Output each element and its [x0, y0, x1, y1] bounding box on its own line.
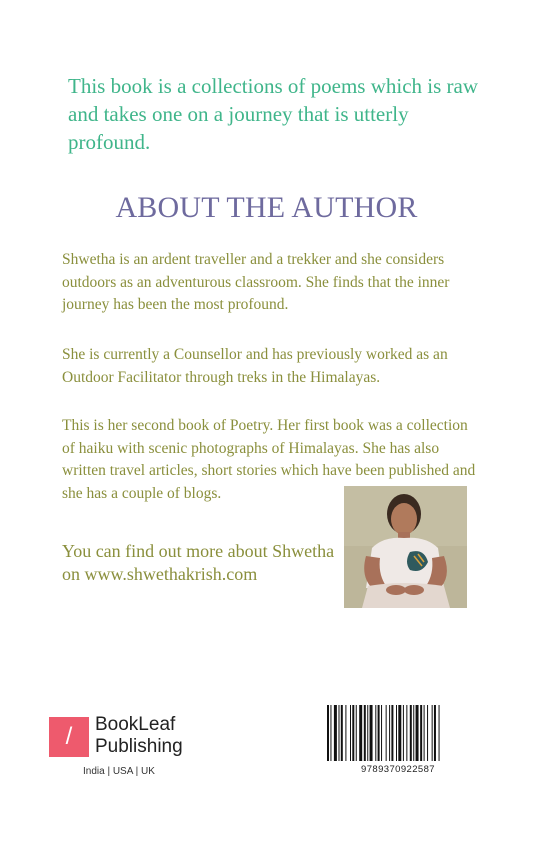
barcode-bar: [427, 705, 428, 761]
barcode-bar: [378, 705, 380, 761]
author-bio-paragraph-3: This is her second book of Poetry. Her first book was a collection of haiku with scenic photographs of Himalayas. She has also written travel articles, short stories which have been published and she has a couple of blogs.: [62, 417, 476, 502]
author-bio-paragraph-1: Shwetha is an ardent traveller and a trekker and she considers outdoors as an adventurous classroom. She finds that the inner journey has been the most profound.: [62, 251, 450, 313]
author-website-note: You can find out more about Shwetha on www.shwethakrish.com: [62, 541, 335, 584]
logo-mark: /: [65, 723, 73, 750]
isbn-number: 9789370922587: [361, 764, 435, 775]
barcode-bar: [403, 705, 404, 761]
barcode-bar: [352, 705, 354, 761]
barcode-bar: [434, 705, 436, 761]
barcode-bar: [439, 705, 440, 761]
about-author-heading: ABOUT THE AUTHOR: [115, 191, 418, 224]
author-bio-paragraph-2: She is currently a Counsellor and has previously worked as an Outdoor Facilitator through treks in the Himalayas.: [62, 346, 448, 386]
barcode-bar: [327, 705, 329, 761]
barcode-bar: [364, 705, 366, 761]
barcode-bar: [381, 705, 382, 761]
author-photo-illustration: [344, 486, 467, 608]
barcode-bar: [375, 705, 376, 761]
barcode-bar: [386, 705, 387, 761]
barcode-bar: [416, 705, 419, 761]
barcode-bar: [350, 705, 351, 761]
barcode-bar: [370, 705, 373, 761]
barcode-bar: [339, 705, 340, 761]
barcode-bar: [406, 705, 407, 761]
barcode-bar: [413, 705, 414, 761]
barcode-bar: [424, 705, 425, 761]
barcode-bar: [410, 705, 412, 761]
barcode-icon: [327, 705, 469, 761]
book-blurb: This book is a collections of poems which is raw and takes one on a journey that is utterly profound.: [68, 74, 479, 154]
barcode-bar: [345, 705, 346, 761]
author-photo: [344, 486, 467, 608]
barcode-bar: [334, 705, 337, 761]
publisher-name-line-1: BookLeaf: [95, 714, 176, 735]
barcode-bar: [432, 705, 433, 761]
barcode-bar: [356, 705, 357, 761]
publisher-countries: India | USA | UK: [83, 766, 155, 777]
barcode-bar: [398, 705, 401, 761]
barcode-bar: [367, 705, 368, 761]
barcode-bar: [391, 705, 393, 761]
barcode-bar: [359, 705, 362, 761]
bookleaf-logo-icon: [49, 717, 89, 757]
publisher-logo: [49, 714, 209, 784]
barcode-bar: [330, 705, 331, 761]
barcode-bar: [341, 705, 343, 761]
barcode-bar: [420, 705, 422, 761]
barcode-bar: [389, 705, 390, 761]
publisher-name: [95, 714, 183, 758]
barcode-bar: [396, 705, 397, 761]
publisher-name-line-2: Publishing: [95, 736, 183, 757]
